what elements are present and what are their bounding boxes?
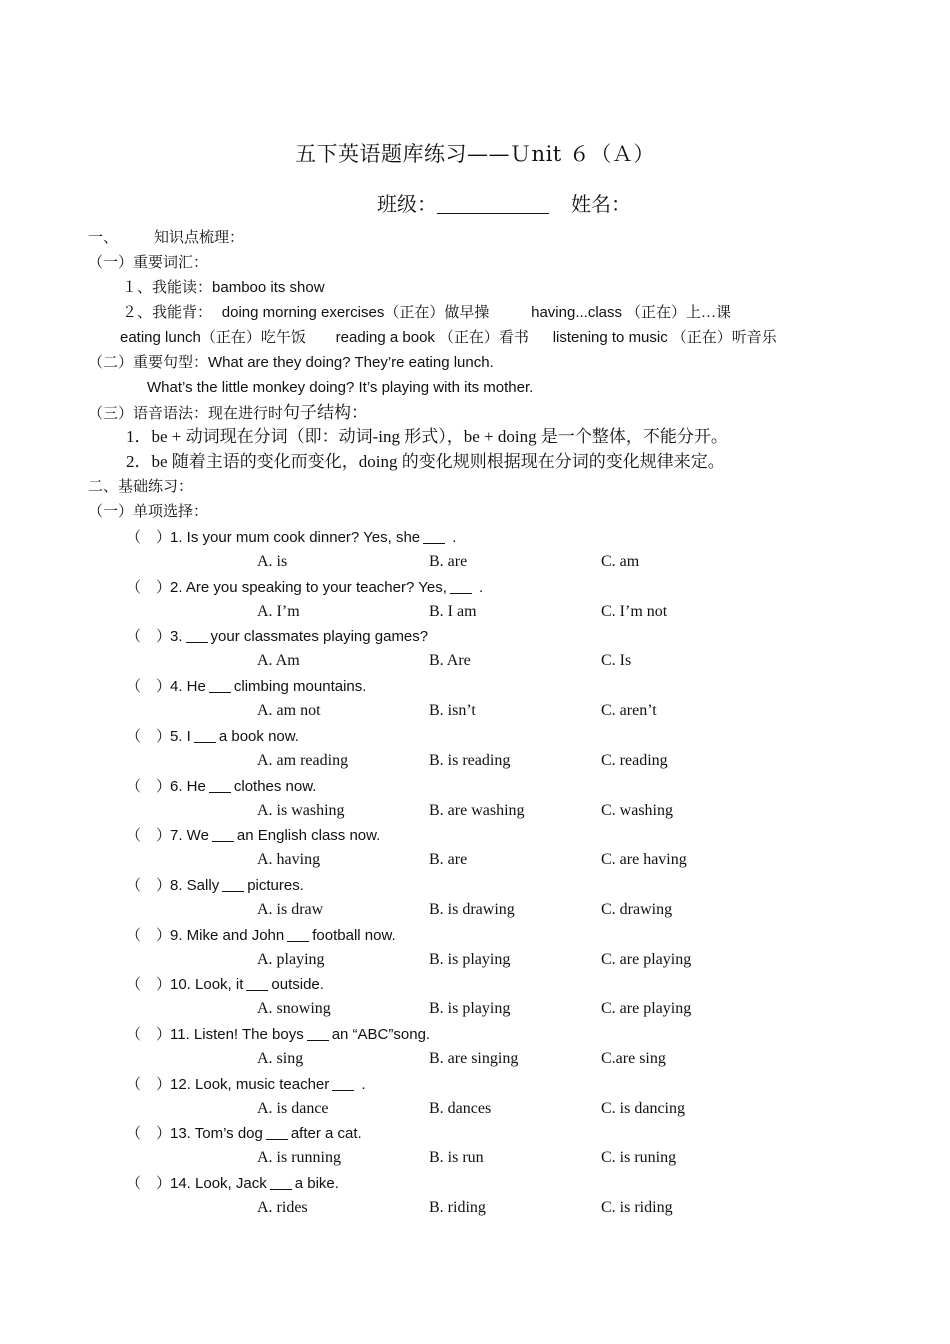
grammar-rule-1 (126, 427, 728, 447)
question-text-post: clothes now. (233, 778, 317, 795)
question-text-post: . (448, 529, 457, 546)
answer-paren[interactable]: （ ） (126, 528, 172, 546)
question-row (126, 527, 456, 548)
question-text-pre: 3. (170, 628, 183, 645)
option-c: C.are sing (601, 1050, 666, 1067)
question-text-pre: 2. Are you speaking to your teacher? Yes, (170, 579, 447, 596)
option-b: B. is reading (429, 752, 511, 769)
fill-blank[interactable] (307, 1026, 329, 1041)
answer-paren[interactable]: （ ） (126, 777, 172, 795)
option-b: B. is playing (429, 1000, 511, 1017)
option-a: A. snowing (257, 1000, 331, 1017)
read-line (122, 278, 325, 298)
question-text (170, 976, 324, 993)
rule-2-text: be 随着主语的变化而变化，doing 的变化规则根据现在分词的变化规律来定。 (151, 452, 725, 471)
recite-phrase-4: reading a book (335, 329, 435, 346)
option-b: B. Are (429, 652, 471, 669)
question-text (170, 678, 366, 695)
question-text-post: climbing mountains. (233, 678, 367, 695)
question-text-post: a bike. (294, 1175, 339, 1192)
option-b: B. are singing (429, 1050, 519, 1067)
question-text-pre: 5. I (170, 728, 191, 745)
option-a: A. is (257, 553, 288, 570)
question-text (170, 877, 304, 894)
option-c: C. washing (601, 802, 673, 819)
option-c: C. is dancing (601, 1100, 685, 1117)
vocab-heading: （一）重要词汇： (88, 255, 209, 271)
section2-subheading: （一）单项选择： (88, 504, 209, 520)
section2-heading: 二、基础练习： (88, 479, 194, 495)
fill-blank[interactable] (209, 778, 231, 793)
recite-phrase-5-cn: （正在）听音乐 (671, 330, 777, 346)
option-a: A. Am (257, 652, 300, 669)
rule-1-text: be + 动词现在分词（即：动词-ing 形式），be + doing 是一个整体，不能分开。 (151, 427, 728, 446)
question-text-post: an “ABC”song. (331, 1026, 431, 1043)
recite-phrase-1: doing morning exercises (221, 304, 385, 321)
class-label: 班级： (377, 192, 437, 216)
question-text-pre: 4. He (170, 678, 206, 695)
question-row (126, 676, 366, 697)
fill-blank[interactable] (212, 827, 234, 842)
rule-1-num: 1． (126, 427, 152, 446)
answer-paren[interactable]: （ ） (126, 1025, 172, 1043)
option-a: A. am reading (257, 752, 349, 769)
option-c: C. are playing (601, 951, 692, 968)
question-row (126, 1074, 366, 1095)
option-a: A. playing (257, 951, 325, 968)
fill-blank[interactable] (222, 877, 244, 892)
question-text-post: a book now. (218, 728, 299, 745)
option-a: A. is washing (257, 802, 345, 819)
question-text-pre: 11. Listen! The boys (170, 1026, 304, 1043)
fill-blank[interactable] (332, 1076, 354, 1091)
question-row (126, 1173, 339, 1194)
question-text (170, 1175, 339, 1192)
option-b: B. is playing (429, 951, 511, 968)
question-row (126, 825, 380, 846)
answer-paren[interactable]: （ ） (126, 1124, 172, 1142)
option-a: A. sing (257, 1050, 304, 1067)
question-row (126, 626, 428, 647)
question-text-post: pictures. (247, 877, 304, 894)
recite-phrase-1-cn: （正在）做早操 (384, 305, 490, 321)
answer-paren[interactable]: （ ） (126, 578, 172, 596)
section1-heading-num: 一、 (88, 230, 119, 246)
option-b: B. I am (429, 603, 477, 620)
recite-phrase-3-cn: （正在）吃午饭 (200, 330, 306, 346)
question-text (170, 529, 456, 546)
answer-paren[interactable]: （ ） (126, 727, 172, 745)
question-text-pre: 14. Look, Jack (170, 1175, 267, 1192)
recite-line-1 (122, 303, 731, 323)
question-text (170, 579, 483, 596)
fill-blank[interactable] (287, 927, 309, 942)
question-text (170, 1026, 430, 1043)
option-c: C. are playing (601, 1000, 692, 1017)
recite-phrase-5: listening to music (552, 329, 668, 346)
option-a: A. I’m (257, 603, 300, 620)
grammar-heading-text: （三）语音语法：现在进行时 (88, 406, 284, 422)
question-text (170, 1125, 362, 1142)
question-row (126, 1024, 430, 1045)
name-label: 姓名： (571, 192, 631, 216)
option-b: B. dances (429, 1100, 492, 1117)
question-row (126, 875, 304, 896)
fill-blank[interactable] (423, 529, 445, 544)
recite-phrase-2-cn: （正在）上…课 (626, 305, 732, 321)
question-row (126, 1123, 362, 1144)
option-c: C. are having (601, 851, 687, 868)
class-blank[interactable] (437, 195, 549, 214)
option-b: B. are (429, 851, 468, 868)
answer-paren[interactable]: （ ） (126, 627, 172, 645)
question-text-pre: 12. Look, music teacher (170, 1076, 330, 1093)
grammar-rule-2 (126, 452, 725, 472)
option-b: B. isn’t (429, 702, 476, 719)
question-text (170, 927, 396, 944)
answer-paren[interactable]: （ ） (126, 975, 172, 993)
question-row (126, 925, 396, 946)
recite-line-2 (120, 328, 777, 348)
fill-blank[interactable] (266, 1125, 288, 1140)
option-c: C. drawing (601, 901, 673, 918)
answer-paren[interactable]: （ ） (126, 876, 172, 894)
class-name-line (377, 188, 631, 217)
question-row (126, 776, 316, 797)
question-text-post: after a cat. (290, 1125, 362, 1142)
recite-phrase-2: having...class (531, 304, 623, 321)
fill-blank[interactable] (246, 976, 268, 991)
option-b: B. is run (429, 1149, 484, 1166)
answer-paren[interactable]: （ ） (126, 826, 172, 844)
question-text-pre: 1. Is your mum cook dinner? Yes, she (170, 529, 421, 546)
question-text (170, 628, 428, 645)
fill-blank[interactable] (186, 628, 208, 643)
question-text-pre: 10. Look, it (170, 976, 244, 993)
question-text-pre: 13. Tom’s dog (170, 1125, 263, 1142)
question-text (170, 827, 380, 844)
section1-heading-text: 知识点梳理： (154, 230, 245, 246)
option-a: A. is running (257, 1149, 341, 1166)
option-b: B. is drawing (429, 901, 515, 918)
option-b: B. riding (429, 1199, 486, 1216)
sentence-heading: （二）重要句型： (88, 355, 209, 371)
sentence-line-1 (88, 353, 494, 373)
fill-blank[interactable] (194, 728, 216, 743)
sentence-1: What are they doing? They’re eating lunch. (208, 354, 494, 371)
option-a: A. rides (257, 1199, 308, 1216)
question-text-post: your classmates playing games? (210, 628, 429, 645)
option-c: C. reading (601, 752, 668, 769)
option-a: A. having (257, 851, 321, 868)
fill-blank[interactable] (270, 1175, 292, 1190)
sentence-2: What’s the little monkey doing? It’s playing with its mother. (147, 379, 534, 396)
fill-blank[interactable] (450, 579, 472, 594)
question-text-post: . (357, 1076, 366, 1093)
question-text (170, 728, 299, 745)
question-text-post: an English class now. (236, 827, 381, 844)
question-row (126, 577, 483, 598)
recite-phrase-3: eating lunch (120, 329, 201, 346)
option-c: C. Is (601, 652, 632, 669)
question-row (126, 974, 324, 995)
answer-paren[interactable]: （ ） (126, 1174, 172, 1192)
question-text-pre: 9. Mike and John (170, 927, 285, 944)
option-c: C. aren’t (601, 702, 657, 719)
recite-phrase-4-cn: （正在）看书 (438, 330, 529, 346)
question-row (126, 726, 299, 747)
answer-paren[interactable]: （ ） (126, 677, 172, 695)
question-text-post: football now. (312, 927, 396, 944)
option-c: C. is riding (601, 1199, 673, 1216)
question-text-pre: 6. He (170, 778, 206, 795)
recite-prefix: ２、我能背： (122, 305, 213, 321)
answer-paren[interactable]: （ ） (126, 1075, 172, 1093)
option-a: A. am not (257, 702, 321, 719)
grammar-heading-big: 句子结构： (283, 403, 369, 422)
grammar-heading (88, 403, 368, 424)
question-text-pre: 8. Sally (170, 877, 220, 894)
option-b: B. are (429, 553, 468, 570)
option-b: B. are washing (429, 802, 525, 819)
question-text-pre: 7. We (170, 827, 209, 844)
option-c: C. am (601, 553, 640, 570)
answer-paren[interactable]: （ ） (126, 926, 172, 944)
read-words: bamboo its show (212, 279, 325, 296)
section1-heading (88, 228, 244, 248)
fill-blank[interactable] (209, 678, 231, 693)
page-title: 五下英语题库练习——Ｕnit ６（Ａ） (295, 142, 655, 166)
question-text (170, 1076, 366, 1093)
option-a: A. is draw (257, 901, 324, 918)
option-c: C. I’m not (601, 603, 668, 620)
rule-2-num: 2． (126, 452, 152, 471)
question-text (170, 778, 316, 795)
question-text-post: . (474, 579, 484, 596)
read-prefix: １、我能读： (122, 280, 213, 296)
option-c: C. is runing (601, 1149, 677, 1166)
option-a: A. is dance (257, 1100, 329, 1117)
question-text-post: outside. (271, 976, 324, 993)
